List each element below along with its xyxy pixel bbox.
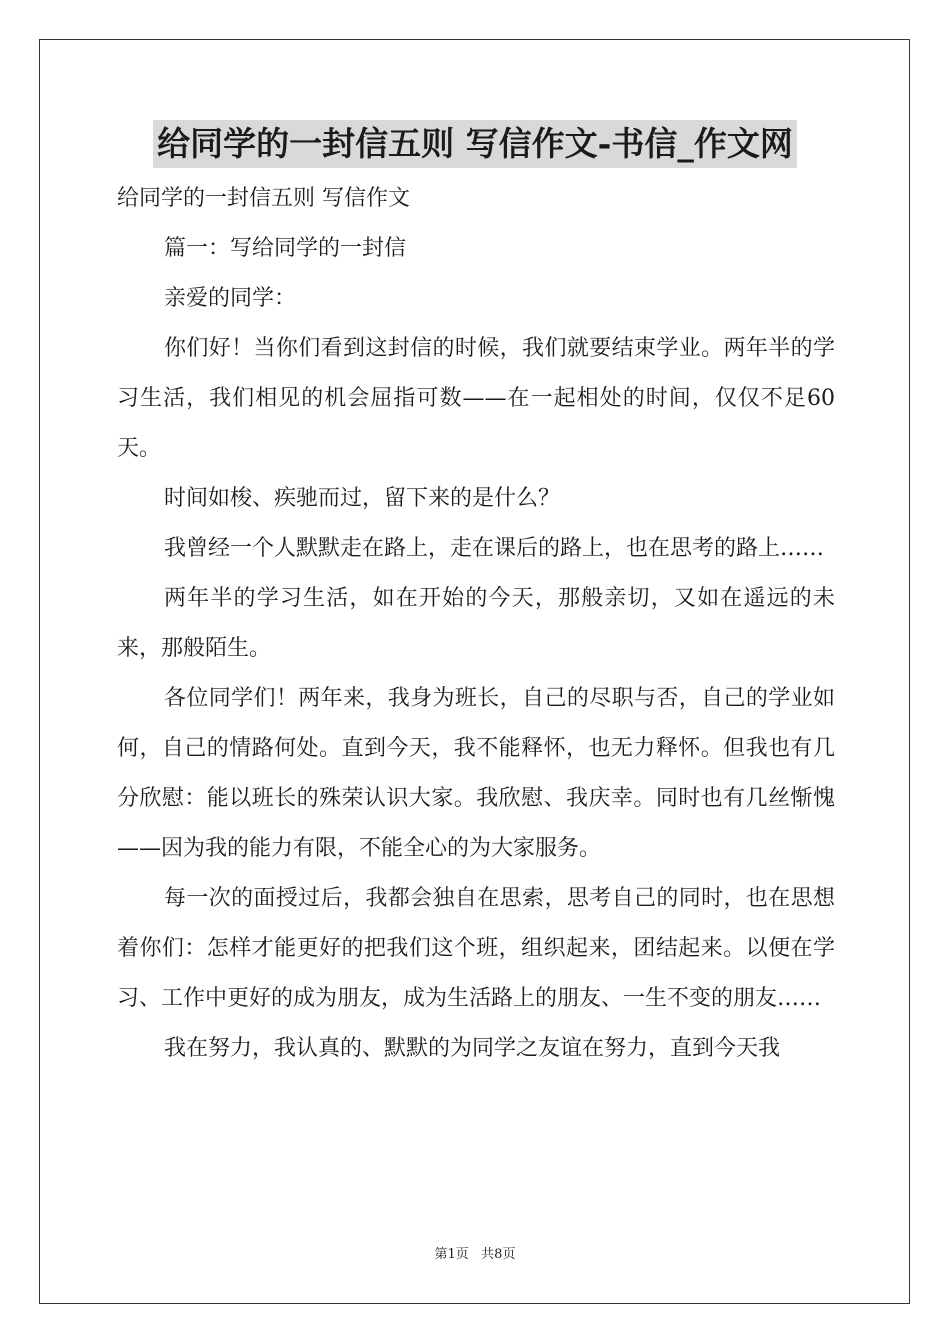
paragraph: 各位同学们！两年来，我身为班长，自己的尽职与否，自己的学业如何，自己的情路何处。直到今天，我不能释怀，也无力释怀。但我也有几分欣慰：能以班长的殊荣认识大家。我欣慰、我庆幸。同时也有几丝惭愧——因为我的能力有限，不能全心的为大家服务。 <box>117 686 835 861</box>
paragraph: 亲爱的同学： <box>164 286 297 311</box>
paragraph: 我在努力，我认真的、默默的为同学之友谊在努力，直到今天我 <box>164 1036 781 1061</box>
paragraph: 我曾经一个人默默走在路上，走在课后的路上，也在思考的路上…… <box>164 536 825 561</box>
paragraph: 时间如梭、疾驰而过，留下来的是什么？ <box>164 486 561 511</box>
paragraph: 两年半的学习生活，如在开始的今天，那般亲切，又如在遥远的未来，那般陌生。 <box>117 586 835 661</box>
paragraph: 篇一：写给同学的一封信 <box>164 236 407 261</box>
paragraph: 每一次的面授过后，我都会独自在思索，思考自己的同时，也在思想着你们：怎样才能更好的把我们这个班，组织起来，团结起来。以便在学习、工作中更好的成为朋友，成为生活路上的朋友、一生不变的朋友…… <box>117 886 835 1011</box>
page-number-footer: 第1页 共8页 <box>434 1247 516 1262</box>
document-title: 给同学的一封信五则 写信作文-书信_作文网 <box>153 120 797 168</box>
document-body <box>117 174 835 1074</box>
paragraph: 给同学的一封信五则 写信作文 <box>117 186 410 211</box>
paragraph: 你们好！当你们看到这封信的时候，我们就要结束学业。两年半的学习生活，我们相见的机会屈指可数——在一起相处的时间，仅仅不足60天。 <box>117 336 835 461</box>
title-container <box>0 120 950 168</box>
